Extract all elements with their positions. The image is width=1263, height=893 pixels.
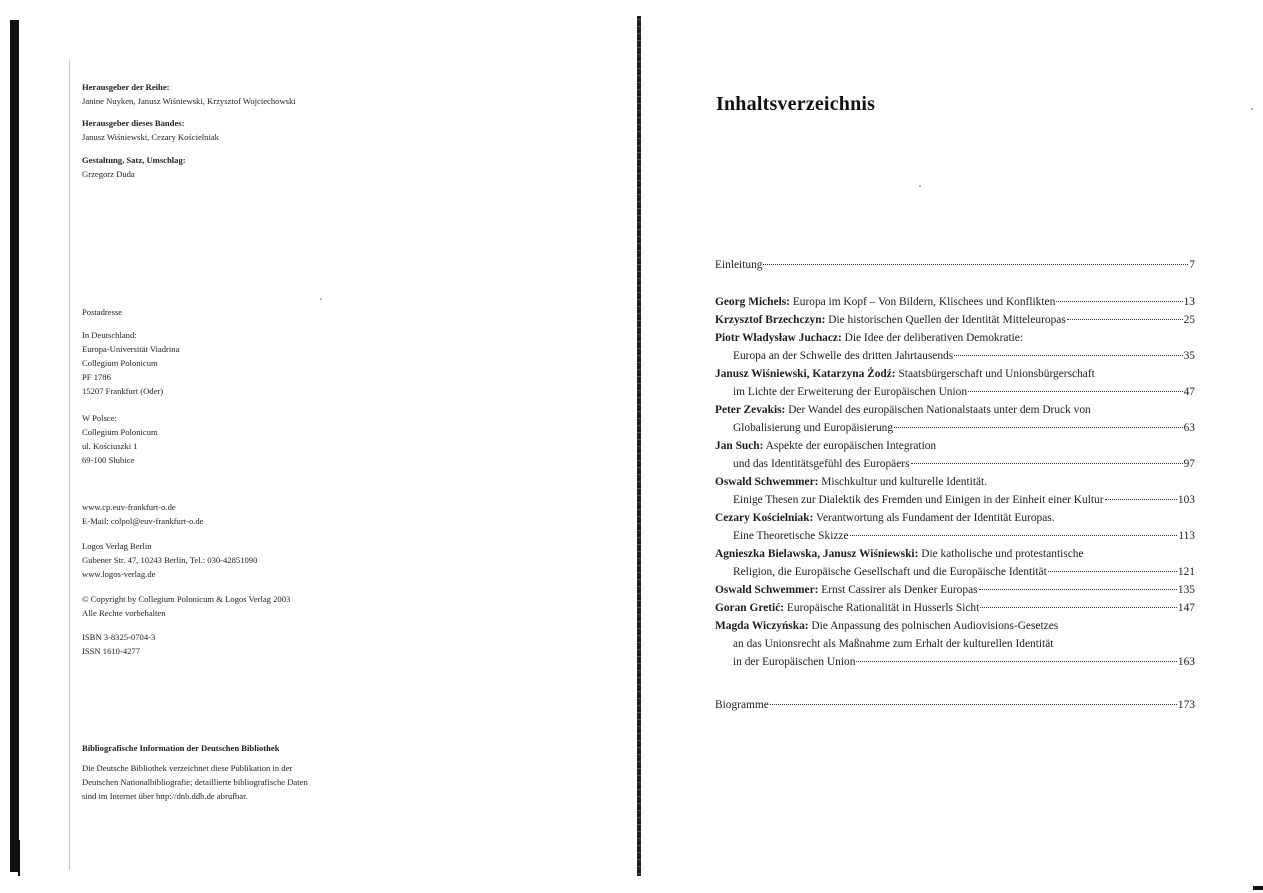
series-editors: [82, 80, 296, 108]
toc-entry-title: Mischkultur und kulturelle Identität.: [818, 476, 988, 488]
toc-entry-subtitle: und das Identitätsgefühl des Europäers: [733, 458, 910, 470]
toc-entry-title: Der Wandel des europäischen Nationalstaats unter dem Druck von: [785, 404, 1091, 416]
leader-dots: [770, 704, 1177, 705]
toc-intro: [715, 256, 1195, 274]
toc-page-number: 103: [1177, 494, 1195, 506]
toc-entry-continuation: [715, 419, 1195, 437]
toc-entry-title: Biogramme: [715, 699, 769, 711]
biblio-label: Bibliografische Information der Deutschen Bibliothek: [82, 743, 280, 753]
design-label: Gestaltung, Satz, Umschlag:: [82, 155, 186, 165]
leader-dots: [1048, 571, 1177, 572]
toc-entry-continuation: [715, 563, 1195, 581]
identifiers: [82, 630, 155, 658]
publisher-line: www.logos-verlag.de: [82, 569, 156, 579]
address-line: In Deutschland:: [82, 330, 137, 340]
toc-page-number: 97: [1183, 458, 1195, 470]
toc-outro: [715, 696, 1195, 714]
design-name: Grzegorz Duda: [82, 169, 135, 179]
address-line: Collegium Polonicum: [82, 358, 158, 368]
address-line: PF 1786: [82, 372, 111, 382]
leader-dots: [980, 607, 1177, 608]
leader-dots: [979, 589, 1177, 590]
toc-entry-title: Die Anpassung des polnischen Audiovisions-Gesetzes: [808, 620, 1059, 632]
toc-author: Janusz Wiśniewski, Katarzyna Żodź:: [715, 368, 896, 380]
toc-entry-subtitle: Religion, die Europäische Gesellschaft und die Europäische Identität: [733, 566, 1047, 578]
postal-address: [82, 305, 122, 319]
address-line: W Polsce:: [82, 413, 117, 423]
design-credit: [82, 153, 186, 181]
toc-entry-title: Europäische Rationalität in Husserls Sicht: [784, 602, 980, 614]
toc-author: Magda Wiczyńska:: [715, 620, 809, 632]
issn: ISSN 1610-4277: [82, 646, 141, 656]
toc-entry-title: Die historischen Quellen der Identität Mitteleuropas: [825, 314, 1066, 326]
toc-page-number: 173: [1177, 699, 1195, 711]
address-line: Europa-Universität Viadrina: [82, 344, 180, 354]
toc-entry: [715, 365, 1195, 383]
toc-page-number: 7: [1189, 259, 1195, 271]
toc-entry-title: Die katholische und protestantische: [918, 548, 1084, 560]
leader-dots: [763, 264, 1188, 265]
copyright-line: © Copyright by Collegium Polonicum & Logos Verlag 2003: [82, 594, 291, 604]
volume-editors-label: Herausgeber dieses Bandes:: [82, 118, 185, 128]
toc-entry-subtitle: in der Europäischen Union: [733, 656, 856, 668]
toc-entry-title: Verantwortung als Fundament der Identität Europas.: [813, 512, 1055, 524]
toc-entry-continuation: [715, 347, 1195, 365]
toc-page-number: 135: [1177, 584, 1195, 596]
toc-entry-title: Europa im Kopf – Von Bildern, Klischees und Konflikten: [789, 296, 1056, 308]
toc-entry-continuation: [715, 527, 1195, 545]
toc-page-number: 121: [1177, 566, 1195, 578]
toc-entry-continuation: [715, 455, 1195, 473]
leader-dots: [856, 661, 1176, 662]
toc-page-number: 147: [1177, 602, 1195, 614]
toc-author: Cezary Kościelniak:: [715, 512, 814, 524]
toc-author: Georg Michels:: [715, 296, 790, 308]
publisher-line: Logos Verlag Berlin: [82, 541, 152, 551]
toc-page-number: 25: [1183, 314, 1195, 326]
toc-entry-continuation: [715, 635, 1195, 653]
series-editors-label: Herausgeber der Reihe:: [82, 82, 170, 92]
toc-entry: [715, 545, 1195, 563]
page-margin-rule: [69, 60, 70, 870]
leader-dots: [968, 391, 1183, 392]
volume-editors: [82, 116, 219, 144]
toc-entry-title: Staatsbürgerschaft und Unionsbürgerschaft: [895, 368, 1095, 380]
address-germany: [82, 328, 179, 398]
scan-edge-mark: [18, 840, 34, 876]
toc-page-number: 113: [1178, 530, 1195, 542]
book-spine: [637, 16, 641, 876]
toc-entry-continuation: [715, 653, 1195, 671]
toc-entry-title: Aspekte der europäischen Integration: [763, 440, 937, 452]
scan-dust: [320, 298, 322, 300]
leader-dots: [1105, 499, 1177, 500]
leader-dots: [894, 427, 1183, 428]
bibliographic-info: [82, 741, 308, 803]
toc-author: Oswald Schwemmer:: [715, 476, 819, 488]
scan-corner-mark: [1253, 886, 1263, 890]
leader-dots: [850, 535, 1178, 536]
series-editors-names: Janine Nuyken, Janusz Wiśniewski, Krzysztof Wojciechowski: [82, 96, 296, 106]
toc-entry-continuation: [715, 491, 1195, 509]
toc-entry: [715, 509, 1195, 527]
address-line: Collegium Polonicum: [82, 427, 158, 437]
toc-author: Agnieszka Bielawska, Janusz Wiśniewski:: [715, 548, 919, 560]
postal-label: Postadresse: [82, 307, 123, 317]
leader-dots: [911, 463, 1183, 464]
scan-edge-left: [10, 20, 19, 872]
address-line: 69-100 Słubice: [82, 455, 135, 465]
toc-page-number: 47: [1183, 386, 1195, 398]
toc-entry: [715, 581, 1195, 599]
publisher-line: Gubener Str. 47, 10243 Berlin, Tel.: 030-42851090: [82, 555, 258, 565]
address-line: ul. Kościuszki 1: [82, 441, 138, 451]
address-line: 15207 Frankfurt (Oder): [82, 386, 164, 396]
website: www.cp.euv-frankfurt-o.de: [82, 502, 176, 512]
toc-entry-subtitle: Globalisierung und Europäisierung: [733, 422, 894, 434]
toc-author: Oswald Schwemmer:: [715, 584, 819, 596]
toc-entry: [715, 401, 1195, 419]
biblio-line: Deutschen Nationalbibliografie; detaillierte bibliografische Daten: [82, 777, 308, 787]
toc-entry-title: Ernst Cassirer als Denker Europas: [818, 584, 978, 596]
toc-author: Piotr Władysław Juchacz:: [715, 332, 842, 344]
leader-dots: [1067, 319, 1183, 320]
toc-entry: [715, 696, 1195, 714]
toc-entry-subtitle: Einige Thesen zur Dialektik des Fremden und Einigen in der Einheit einer Kultur: [733, 494, 1104, 506]
toc-entry-subtitle: an das Unionsrecht als Maßnahme zum Erhalt der kulturellen Identität: [733, 638, 1054, 650]
scan-dust: [1251, 108, 1253, 110]
toc-page-number: 13: [1183, 296, 1195, 308]
scan-dust: [919, 185, 921, 187]
isbn: ISBN 3-8325-0704-3: [82, 632, 156, 642]
toc-page-number: 35: [1183, 350, 1195, 362]
toc-entry-subtitle: Eine Theoretische Skizze: [733, 530, 849, 542]
toc-entry-title: Die Idee der deliberativen Demokratie:: [841, 332, 1023, 344]
address-poland: [82, 411, 158, 467]
toc-entry: [715, 599, 1195, 617]
toc-entry: [715, 437, 1195, 455]
toc-author: Peter Zevakis:: [715, 404, 786, 416]
toc-entry-title: Einleitung: [715, 259, 763, 271]
toc-entry-subtitle: im Lichte der Erweiterung der Europäischen Union: [733, 386, 968, 398]
toc-page-number: 163: [1177, 656, 1195, 668]
toc-entry: [715, 256, 1195, 274]
toc-entry: [715, 617, 1195, 635]
toc-entry: [715, 311, 1195, 329]
toc-entry: [715, 293, 1195, 311]
email: E-Mail: colpol@euv-frankfurt-o.de: [82, 516, 204, 526]
toc-page-number: 63: [1183, 422, 1195, 434]
biblio-line: Die Deutsche Bibliothek verzeichnet diese Publikation in der: [82, 763, 293, 773]
volume-editors-names: Janusz Wiśniewski, Cezary Kościelniak: [82, 132, 219, 142]
toc-entry-continuation: [715, 383, 1195, 401]
biblio-line: sind im Internet über http://dnb.ddb.de abrufbar.: [82, 791, 248, 801]
toc-entry: [715, 329, 1195, 347]
toc-author: Jan Such:: [715, 440, 764, 452]
toc-entries: [715, 293, 1195, 671]
copyright: [82, 592, 290, 620]
leader-dots: [1056, 301, 1182, 302]
toc-entry-subtitle: Europa an der Schwelle des dritten Jahrtausends: [733, 350, 954, 362]
toc-author: Krzysztof Brzechczyn:: [715, 314, 826, 326]
page-title: Inhaltsverzeichnis: [716, 93, 876, 115]
copyright-line: Alle Rechte vorbehalten: [82, 608, 166, 618]
leader-dots: [954, 355, 1182, 356]
contact: [82, 500, 204, 528]
toc-author: Goran Gretić:: [715, 602, 785, 614]
toc-entry: [715, 473, 1195, 491]
publisher: [82, 539, 257, 581]
